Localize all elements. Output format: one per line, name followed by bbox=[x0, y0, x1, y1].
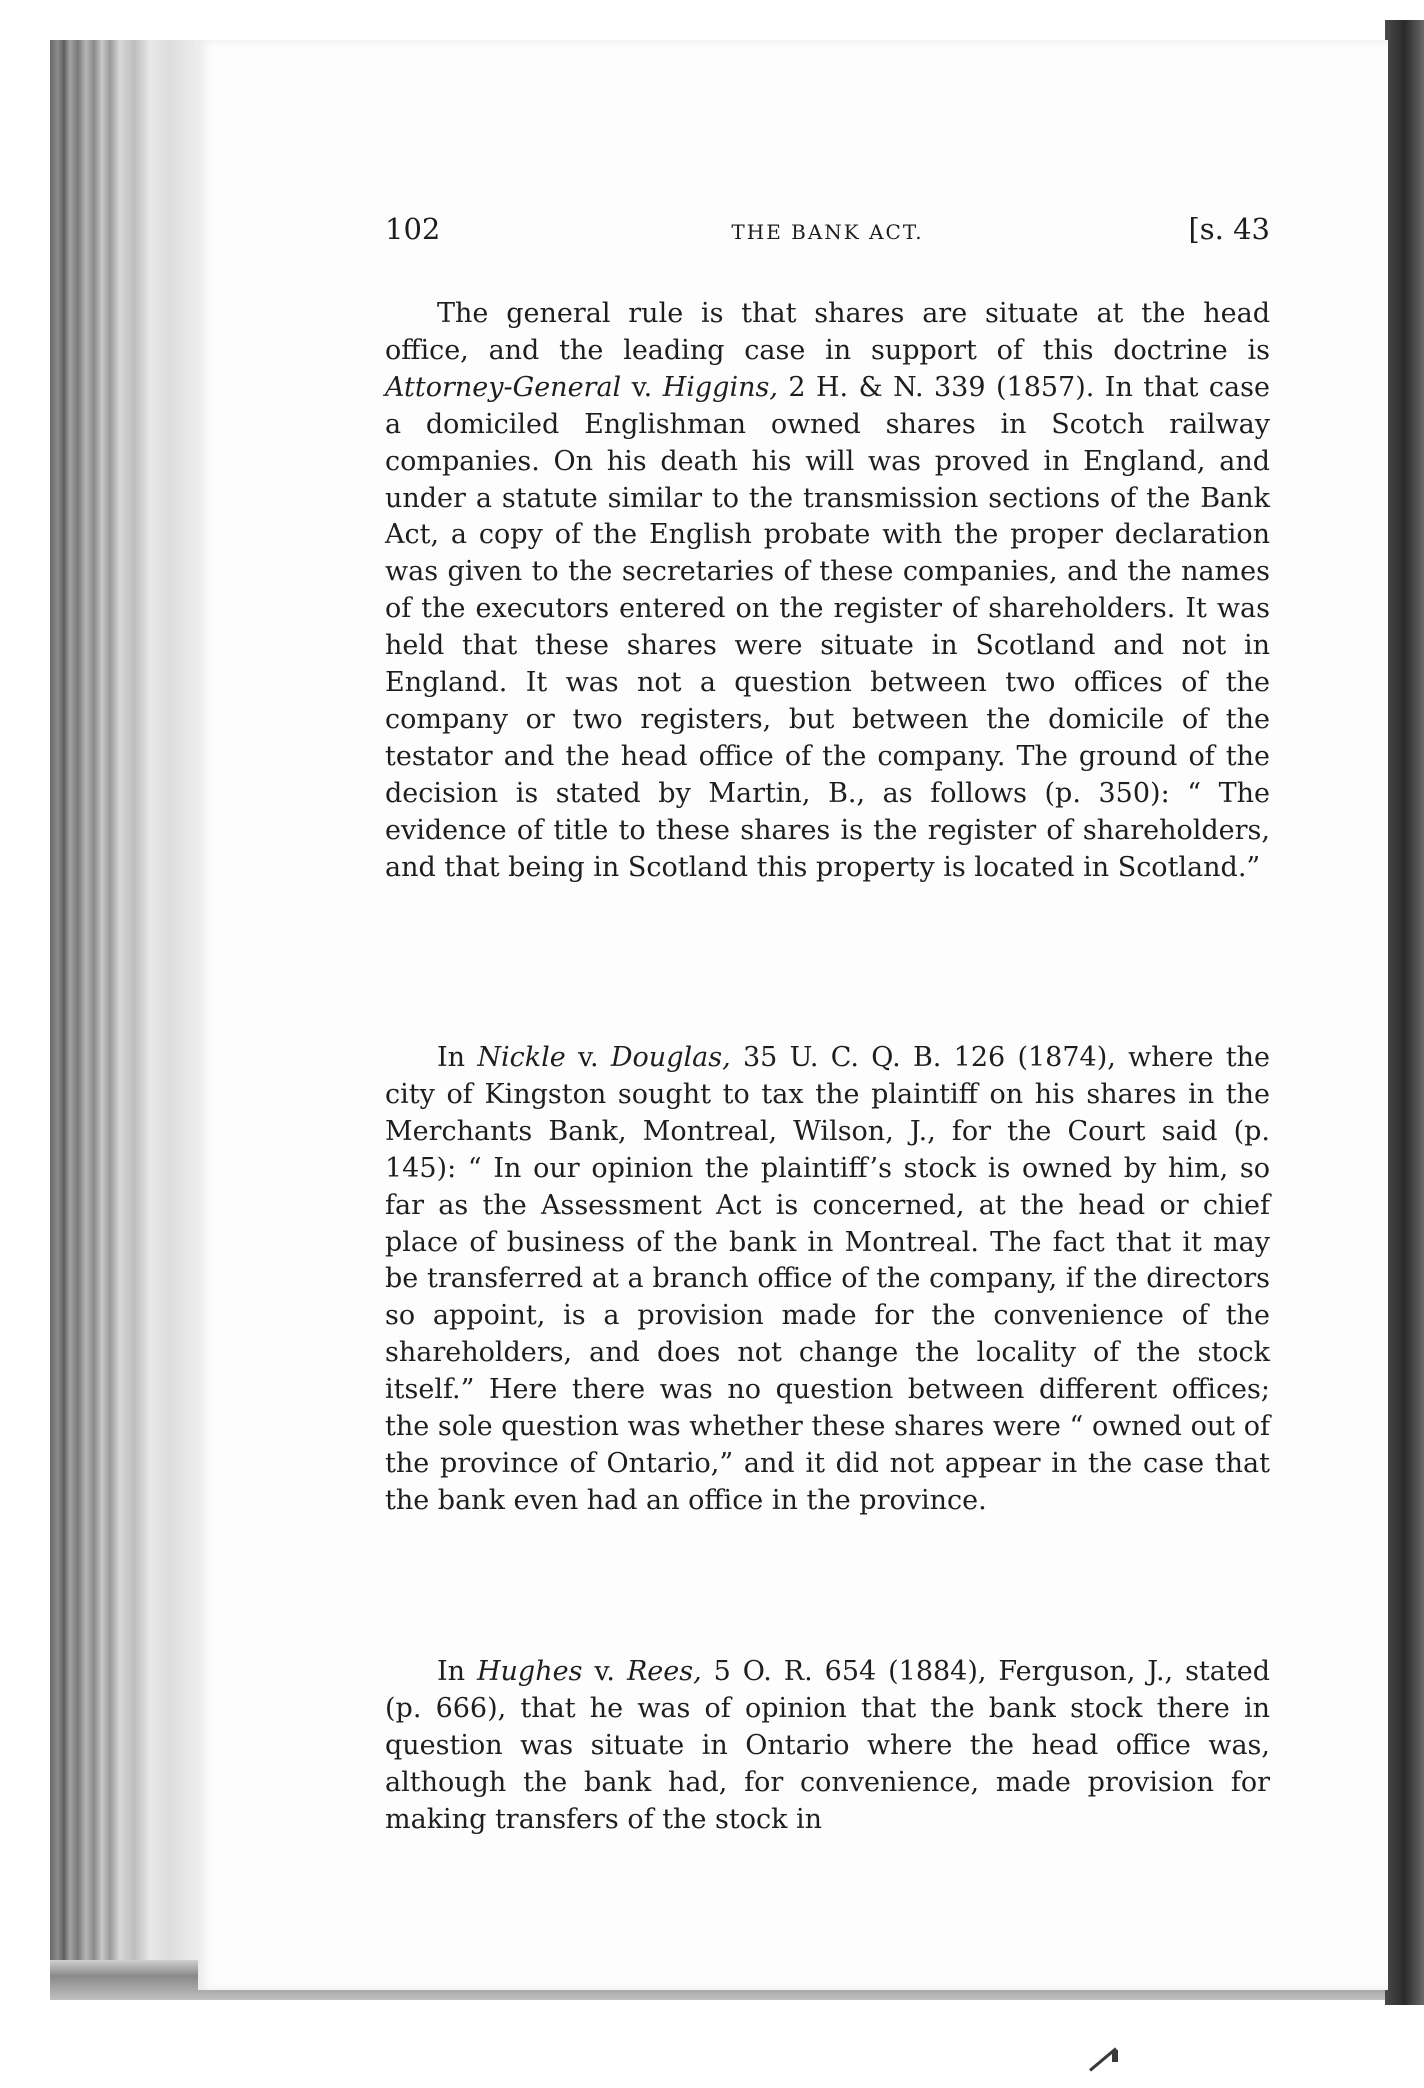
case-name-italic: Douglas, bbox=[610, 1042, 731, 1073]
paragraph bbox=[385, 1040, 1270, 1520]
paragraph bbox=[385, 296, 1270, 887]
paragraph bbox=[385, 1654, 1270, 1839]
paragraph-text: In bbox=[437, 1656, 477, 1687]
paragraph-text: 5 O. R. 654 (1884), Ferguson, J., stated (p. 666), that he was of opinion that the bank stock there in question was situate in Ontario where the head office was, although the bank had, for convenience, made provision for making transfers of the stock in bbox=[385, 1656, 1270, 1835]
paragraph-text: 35 U. C. Q. B. 126 (1874), where the city of Kingston sought to tax the plaintiff on his shares in the Merchants Bank, Montreal, Wilson, J., for the Court said (p. 145): “ In our opinion the plaintiff’s stock is owned by him, so far as the Assessment Act is concerned, at the head or chief place of business of the bank in Montreal. The fact that it may be transferred at a branch office of the company, if the directors so appoint, is a provision made for the convenience of the shareholders, and does not change the locality of the stock itself.” Here there was no question between different offices; the sole question was whether these shares were “ owned out of the province of Ontario,” and it did not appear in the case that the bank even had an office in the province. bbox=[385, 1042, 1270, 1516]
running-head: THE BANK ACT. bbox=[731, 220, 924, 244]
page-header bbox=[385, 212, 1270, 256]
paragraph-text: v. bbox=[582, 1656, 627, 1687]
paragraph-text: 2 H. & N. 339 (1857). In that case a domiciled Englishman owned shares in Scotch railway companies. On his death his will was proved in England, and under a statute similar to the transmission sections of the Bank Act, a copy of the English probate with the proper declaration was given to the secretaries of these companies, and the names of the executors entered on the register of shareholders. It was held that these shares were situate in Scotland and not in England. It was not a question between two offices of the company or two registers, but between the domicile of the testator and the head office of the company. The ground of the decision is stated by Martin, B., as follows (p. 350): “ The evidence of title to these shares is the register of shareholders, and that being in Scotland this property is located in Scotland.” bbox=[385, 371, 1270, 883]
case-name-italic: Attorney-General bbox=[385, 371, 622, 403]
page-number: 102 bbox=[385, 212, 441, 246]
case-name-italic: Rees, bbox=[626, 1656, 702, 1687]
case-name-italic: Nickle bbox=[477, 1042, 566, 1073]
paragraph-text: In bbox=[437, 1042, 478, 1073]
section-reference: [s. 43 bbox=[1188, 212, 1270, 246]
page-edges-left bbox=[50, 40, 200, 1995]
paragraph-text: The general rule is that shares are situate at the head office, and the leading case in support of this doctrine is bbox=[385, 298, 1270, 366]
book-edge-right bbox=[1385, 20, 1424, 2005]
paragraph-text: v. bbox=[565, 1042, 611, 1073]
paragraph-text: v. bbox=[621, 371, 663, 403]
case-name-italic: Higgins, bbox=[662, 371, 778, 403]
case-name-italic: Hughes bbox=[477, 1656, 583, 1687]
